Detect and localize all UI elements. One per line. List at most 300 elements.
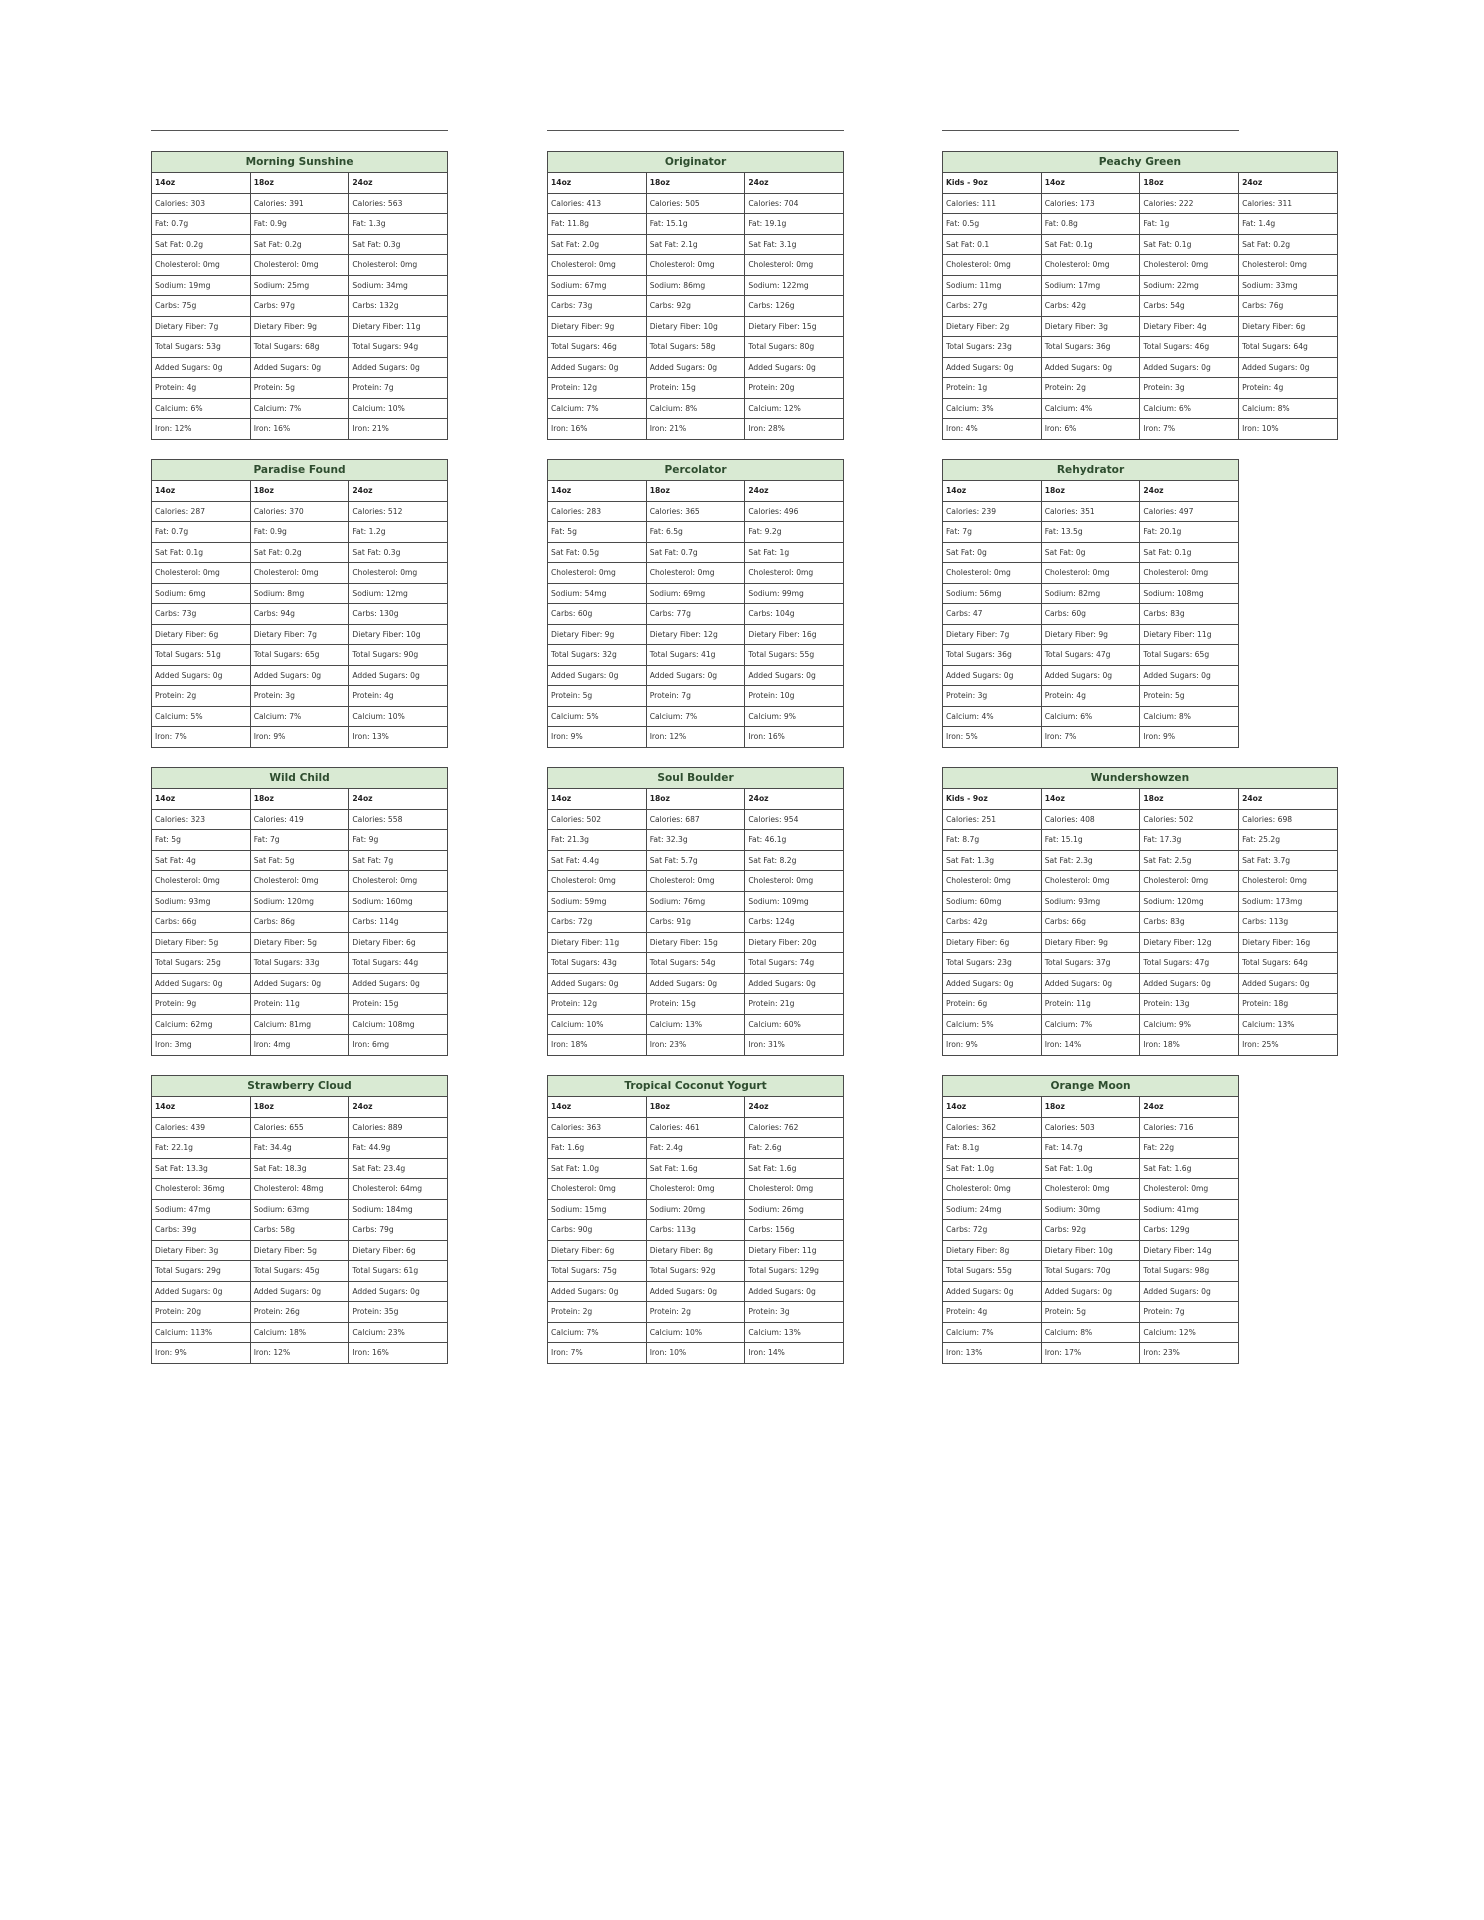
nutrition-cell: Calcium: 62mg bbox=[152, 1014, 251, 1035]
table-row bbox=[548, 398, 844, 419]
nutrition-cell: Added Sugars: 0g bbox=[646, 973, 745, 994]
table-row bbox=[943, 953, 1338, 974]
nutrition-cell: Added Sugars: 0g bbox=[646, 357, 745, 378]
nutrition-cell: Iron: 7% bbox=[1041, 727, 1140, 748]
nutrition-cell: Fat: 19.1g bbox=[745, 214, 844, 235]
nutrition-cell: Calcium: 7% bbox=[943, 1322, 1042, 1343]
nutrition-cell: Total Sugars: 64g bbox=[1239, 953, 1338, 974]
nutrition-cell: Sodium: 63mg bbox=[250, 1199, 349, 1220]
nutrition-cell: Cholesterol: 0mg bbox=[1041, 871, 1140, 892]
nutrition-cell: Calories: 111 bbox=[943, 193, 1042, 214]
table-row bbox=[943, 1343, 1239, 1364]
nutrition-cell: Sodium: 184mg bbox=[349, 1199, 448, 1220]
table-row bbox=[152, 563, 448, 584]
table-row bbox=[943, 1220, 1239, 1241]
size-header: 14oz bbox=[548, 1097, 647, 1118]
nutrition-card bbox=[151, 1075, 448, 1364]
size-header: 18oz bbox=[1041, 1097, 1140, 1118]
card-title: Tropical Coconut Yogurt bbox=[548, 1076, 844, 1097]
nutrition-cell: Added Sugars: 0g bbox=[1239, 357, 1338, 378]
nutrition-cell: Fat: 0.9g bbox=[250, 214, 349, 235]
nutrition-cell: Sat Fat: 0g bbox=[1041, 542, 1140, 563]
nutrition-cell: Dietary Fiber: 6g bbox=[349, 1240, 448, 1261]
nutrition-cell: Iron: 10% bbox=[646, 1343, 745, 1364]
nutrition-cell: Iron: 7% bbox=[548, 1343, 647, 1364]
nutrition-cell: Fat: 46.1g bbox=[745, 830, 844, 851]
column-rule-3 bbox=[942, 130, 1239, 131]
nutrition-cell: Fat: 15.1g bbox=[1041, 830, 1140, 851]
nutrition-cell: Fat: 8.7g bbox=[943, 830, 1042, 851]
nutrition-cell: Protein: 26g bbox=[250, 1302, 349, 1323]
nutrition-cell: Calories: 351 bbox=[1041, 501, 1140, 522]
nutrition-cell: Fat: 0.5g bbox=[943, 214, 1042, 235]
table-row bbox=[943, 809, 1338, 830]
nutrition-cell: Cholesterol: 0mg bbox=[1140, 1179, 1239, 1200]
nutrition-cell: Dietary Fiber: 10g bbox=[646, 316, 745, 337]
table-row bbox=[943, 891, 1338, 912]
nutrition-cell: Calcium: 5% bbox=[943, 1014, 1042, 1035]
nutrition-cell: Protein: 5g bbox=[548, 686, 647, 707]
nutrition-cell: Dietary Fiber: 15g bbox=[745, 316, 844, 337]
nutrition-cell: Dietary Fiber: 9g bbox=[548, 624, 647, 645]
table-row bbox=[943, 1035, 1338, 1056]
table-row bbox=[152, 953, 448, 974]
nutrition-cell: Dietary Fiber: 5g bbox=[152, 932, 251, 953]
nutrition-cell: Fat: 17.3g bbox=[1140, 830, 1239, 851]
nutrition-cell: Dietary Fiber: 3g bbox=[1041, 316, 1140, 337]
table-row bbox=[152, 316, 448, 337]
table-row bbox=[152, 275, 448, 296]
nutrition-cell: Total Sugars: 29g bbox=[152, 1261, 251, 1282]
nutrition-cell: Calories: 461 bbox=[646, 1117, 745, 1138]
table-row bbox=[943, 563, 1239, 584]
nutrition-cell: Fat: 21.3g bbox=[548, 830, 647, 851]
nutrition-cell: Sat Fat: 1.3g bbox=[943, 850, 1042, 871]
nutrition-cell: Calcium: 4% bbox=[943, 706, 1042, 727]
nutrition-cell: Fat: 9.2g bbox=[745, 522, 844, 543]
nutrition-cell: Iron: 5% bbox=[943, 727, 1042, 748]
table-row bbox=[152, 583, 448, 604]
table-row bbox=[548, 563, 844, 584]
table-row bbox=[152, 1199, 448, 1220]
nutrition-cell: Protein: 9g bbox=[152, 994, 251, 1015]
nutrition-cell: Sodium: 24mg bbox=[943, 1199, 1042, 1220]
table-row bbox=[548, 583, 844, 604]
nutrition-cell: Protein: 4g bbox=[1239, 378, 1338, 399]
nutrition-cell: Fat: 5g bbox=[152, 830, 251, 851]
nutrition-cell: Protein: 15g bbox=[646, 378, 745, 399]
nutrition-cell: Cholesterol: 0mg bbox=[1239, 255, 1338, 276]
size-header: 18oz bbox=[250, 1097, 349, 1118]
nutrition-cell: Total Sugars: 23g bbox=[943, 953, 1042, 974]
nutrition-cell: Carbs: 27g bbox=[943, 296, 1042, 317]
nutrition-cell: Protein: 6g bbox=[943, 994, 1042, 1015]
table-row bbox=[152, 398, 448, 419]
nutrition-cell: Fat: 8.1g bbox=[943, 1138, 1042, 1159]
nutrition-cell: Fat: 0.7g bbox=[152, 214, 251, 235]
table-row bbox=[943, 624, 1239, 645]
table-row bbox=[943, 645, 1239, 666]
nutrition-cell: Carbs: 156g bbox=[745, 1220, 844, 1241]
nutrition-cell: Added Sugars: 0g bbox=[152, 1281, 251, 1302]
table-row bbox=[152, 871, 448, 892]
table-row bbox=[152, 686, 448, 707]
table-row bbox=[548, 357, 844, 378]
nutrition-cell: Fat: 1.4g bbox=[1239, 214, 1338, 235]
table-row bbox=[152, 296, 448, 317]
nutrition-cell: Fat: 1.2g bbox=[349, 522, 448, 543]
nutrition-cell: Fat: 34.4g bbox=[250, 1138, 349, 1159]
nutrition-cell: Calcium: 10% bbox=[548, 1014, 647, 1035]
nutrition-cell: Sat Fat: 0.7g bbox=[646, 542, 745, 563]
nutrition-cell: Calories: 655 bbox=[250, 1117, 349, 1138]
nutrition-cell: Iron: 9% bbox=[250, 727, 349, 748]
nutrition-cell: Added Sugars: 0g bbox=[1140, 973, 1239, 994]
nutrition-cell: Added Sugars: 0g bbox=[1239, 973, 1338, 994]
nutrition-cell: Total Sugars: 75g bbox=[548, 1261, 647, 1282]
nutrition-cell: Calories: 502 bbox=[548, 809, 647, 830]
nutrition-cell: Iron: 23% bbox=[646, 1035, 745, 1056]
nutrition-cell: Iron: 28% bbox=[745, 419, 844, 440]
nutrition-cell: Calories: 558 bbox=[349, 809, 448, 830]
nutrition-cell: Calcium: 9% bbox=[1140, 1014, 1239, 1035]
nutrition-cell: Dietary Fiber: 7g bbox=[943, 624, 1042, 645]
nutrition-cell: Iron: 17% bbox=[1041, 1343, 1140, 1364]
nutrition-cell: Calcium: 9% bbox=[745, 706, 844, 727]
nutrition-cell: Carbs: 94g bbox=[250, 604, 349, 625]
nutrition-cell: Calories: 287 bbox=[152, 501, 251, 522]
nutrition-cell: Iron: 21% bbox=[646, 419, 745, 440]
nutrition-cell: Dietary Fiber: 2g bbox=[943, 316, 1042, 337]
nutrition-cell: Protein: 4g bbox=[349, 686, 448, 707]
size-header: Kids - 9oz bbox=[943, 173, 1042, 194]
nutrition-cell: Added Sugars: 0g bbox=[1140, 357, 1239, 378]
nutrition-cell: Carbs: 58g bbox=[250, 1220, 349, 1241]
table-row bbox=[548, 727, 844, 748]
table-row bbox=[548, 850, 844, 871]
nutrition-cell: Calories: 698 bbox=[1239, 809, 1338, 830]
nutrition-cell: Calories: 413 bbox=[548, 193, 647, 214]
table-row bbox=[943, 973, 1338, 994]
table-row bbox=[548, 932, 844, 953]
nutrition-cell: Sodium: 120mg bbox=[250, 891, 349, 912]
nutrition-cell: Calories: 370 bbox=[250, 501, 349, 522]
size-header: 18oz bbox=[250, 789, 349, 810]
table-row bbox=[152, 932, 448, 953]
nutrition-cell: Calories: 716 bbox=[1140, 1117, 1239, 1138]
size-header: 18oz bbox=[646, 481, 745, 502]
nutrition-cell: Protein: 3g bbox=[943, 686, 1042, 707]
nutrition-cell: Cholesterol: 48mg bbox=[250, 1179, 349, 1200]
nutrition-cell: Fat: 13.5g bbox=[1041, 522, 1140, 543]
nutrition-cell: Calories: 251 bbox=[943, 809, 1042, 830]
table-row bbox=[548, 604, 844, 625]
nutrition-cell: Cholesterol: 0mg bbox=[745, 255, 844, 276]
nutrition-cell: Carbs: 113g bbox=[646, 1220, 745, 1241]
table-row bbox=[943, 1158, 1239, 1179]
card-title: Peachy Green bbox=[943, 152, 1338, 173]
nutrition-cell: Calcium: 7% bbox=[548, 1322, 647, 1343]
nutrition-cell: Fat: 9g bbox=[349, 830, 448, 851]
table-row bbox=[548, 953, 844, 974]
nutrition-cell: Added Sugars: 0g bbox=[250, 973, 349, 994]
nutrition-cell: Cholesterol: 0mg bbox=[548, 255, 647, 276]
table-row bbox=[152, 912, 448, 933]
nutrition-cell: Protein: 4g bbox=[943, 1302, 1042, 1323]
nutrition-cell: Added Sugars: 0g bbox=[152, 665, 251, 686]
nutrition-cell: Iron: 16% bbox=[745, 727, 844, 748]
nutrition-cell: Cholesterol: 0mg bbox=[1140, 255, 1239, 276]
nutrition-cell: Sodium: 8mg bbox=[250, 583, 349, 604]
nutrition-cell: Added Sugars: 0g bbox=[1140, 1281, 1239, 1302]
nutrition-cell: Calcium: 6% bbox=[1041, 706, 1140, 727]
table-row bbox=[548, 973, 844, 994]
size-header: 24oz bbox=[745, 481, 844, 502]
nutrition-cell: Carbs: 97g bbox=[250, 296, 349, 317]
nutrition-cell: Cholesterol: 0mg bbox=[250, 871, 349, 892]
table-row bbox=[943, 912, 1338, 933]
nutrition-cell: Total Sugars: 94g bbox=[349, 337, 448, 358]
size-header: 18oz bbox=[250, 481, 349, 502]
nutrition-cell: Protein: 12g bbox=[548, 994, 647, 1015]
nutrition-cell: Total Sugars: 47g bbox=[1041, 645, 1140, 666]
nutrition-cell: Fat: 0.8g bbox=[1041, 214, 1140, 235]
table-row bbox=[943, 193, 1338, 214]
card-title: Soul Boulder bbox=[548, 768, 844, 789]
table-row bbox=[943, 994, 1338, 1015]
nutrition-cell: Sodium: 99mg bbox=[745, 583, 844, 604]
card-title: Paradise Found bbox=[152, 460, 448, 481]
nutrition-card bbox=[151, 151, 448, 440]
table-row bbox=[152, 1322, 448, 1343]
nutrition-cell: Dietary Fiber: 9g bbox=[548, 316, 647, 337]
nutrition-cell: Total Sugars: 65g bbox=[1140, 645, 1239, 666]
nutrition-cell: Calcium: 23% bbox=[349, 1322, 448, 1343]
nutrition-cell: Carbs: 92g bbox=[646, 296, 745, 317]
nutrition-cell: Fat: 0.9g bbox=[250, 522, 349, 543]
nutrition-cell: Iron: 16% bbox=[250, 419, 349, 440]
nutrition-cell: Protein: 11g bbox=[250, 994, 349, 1015]
nutrition-cell: Total Sugars: 70g bbox=[1041, 1261, 1140, 1282]
table-row bbox=[943, 830, 1338, 851]
size-header: 14oz bbox=[152, 481, 251, 502]
nutrition-cell: Iron: 7% bbox=[152, 727, 251, 748]
table-row bbox=[943, 1302, 1239, 1323]
nutrition-cell: Total Sugars: 51g bbox=[152, 645, 251, 666]
nutrition-cell: Sat Fat: 18.3g bbox=[250, 1158, 349, 1179]
nutrition-cell: Carbs: 42g bbox=[943, 912, 1042, 933]
nutrition-cell: Added Sugars: 0g bbox=[250, 665, 349, 686]
table-row bbox=[548, 419, 844, 440]
nutrition-cell: Calories: 502 bbox=[1140, 809, 1239, 830]
table-row bbox=[943, 1261, 1239, 1282]
nutrition-cell: Fat: 1.3g bbox=[349, 214, 448, 235]
table-row bbox=[943, 706, 1239, 727]
nutrition-cell: Dietary Fiber: 8g bbox=[646, 1240, 745, 1261]
nutrition-cell: Sodium: 108mg bbox=[1140, 583, 1239, 604]
table-row bbox=[548, 255, 844, 276]
size-header: 18oz bbox=[646, 1097, 745, 1118]
nutrition-cell: Carbs: 76g bbox=[1239, 296, 1338, 317]
nutrition-cell: Sodium: 41mg bbox=[1140, 1199, 1239, 1220]
size-header: 14oz bbox=[152, 1097, 251, 1118]
nutrition-cell: Protein: 20g bbox=[745, 378, 844, 399]
size-header: 14oz bbox=[943, 481, 1042, 502]
nutrition-cell: Carbs: 86g bbox=[250, 912, 349, 933]
nutrition-cell: Calcium: 12% bbox=[745, 398, 844, 419]
table-row bbox=[152, 337, 448, 358]
table-row bbox=[152, 1281, 448, 1302]
table-row bbox=[943, 665, 1239, 686]
nutrition-cell: Calcium: 13% bbox=[1239, 1014, 1338, 1035]
nutrition-cell: Added Sugars: 0g bbox=[1041, 1281, 1140, 1302]
nutrition-cell: Sat Fat: 2.0g bbox=[548, 234, 647, 255]
nutrition-cell: Calories: 512 bbox=[349, 501, 448, 522]
nutrition-cell: Calcium: 6% bbox=[1140, 398, 1239, 419]
table-row bbox=[548, 316, 844, 337]
size-header: 18oz bbox=[1140, 173, 1239, 194]
nutrition-cell: Added Sugars: 0g bbox=[250, 357, 349, 378]
size-header: 24oz bbox=[745, 173, 844, 194]
nutrition-cell: Protein: 5g bbox=[250, 378, 349, 399]
nutrition-cell: Calcium: 13% bbox=[646, 1014, 745, 1035]
nutrition-cell: Iron: 23% bbox=[1140, 1343, 1239, 1364]
nutrition-cell: Added Sugars: 0g bbox=[349, 665, 448, 686]
table-row bbox=[548, 706, 844, 727]
table-row bbox=[548, 994, 844, 1015]
size-header: 18oz bbox=[646, 173, 745, 194]
nutrition-cell: Fat: 7g bbox=[250, 830, 349, 851]
nutrition-cell: Cholesterol: 0mg bbox=[646, 1179, 745, 1200]
nutrition-cell: Total Sugars: 68g bbox=[250, 337, 349, 358]
table-row bbox=[152, 522, 448, 543]
table-row bbox=[152, 645, 448, 666]
nutrition-cell: Sodium: 93mg bbox=[1041, 891, 1140, 912]
nutrition-cell: Total Sugars: 74g bbox=[745, 953, 844, 974]
nutrition-cell: Cholesterol: 0mg bbox=[349, 563, 448, 584]
table-row bbox=[548, 522, 844, 543]
nutrition-cell: Calcium: 13% bbox=[745, 1322, 844, 1343]
nutrition-cell: Dietary Fiber: 11g bbox=[1140, 624, 1239, 645]
nutrition-cell: Calories: 419 bbox=[250, 809, 349, 830]
nutrition-cell: Cholesterol: 0mg bbox=[646, 563, 745, 584]
nutrition-cell: Dietary Fiber: 5g bbox=[250, 932, 349, 953]
table-row bbox=[152, 830, 448, 851]
nutrition-cell: Calories: 408 bbox=[1041, 809, 1140, 830]
table-row bbox=[943, 522, 1239, 543]
nutrition-cell: Protein: 7g bbox=[1140, 1302, 1239, 1323]
nutrition-cell: Added Sugars: 0g bbox=[943, 973, 1042, 994]
nutrition-cell: Sodium: 86mg bbox=[646, 275, 745, 296]
nutrition-cell: Dietary Fiber: 9g bbox=[250, 316, 349, 337]
nutrition-cell: Sat Fat: 1.6g bbox=[745, 1158, 844, 1179]
nutrition-cell: Dietary Fiber: 11g bbox=[548, 932, 647, 953]
table-row bbox=[943, 378, 1338, 399]
nutrition-cell: Carbs: 54g bbox=[1140, 296, 1239, 317]
nutrition-cell: Total Sugars: 36g bbox=[1041, 337, 1140, 358]
table-row bbox=[943, 583, 1239, 604]
nutrition-cell: Carbs: 129g bbox=[1140, 1220, 1239, 1241]
nutrition-cell: Protein: 11g bbox=[1041, 994, 1140, 1015]
nutrition-cell: Fat: 14.7g bbox=[1041, 1138, 1140, 1159]
nutrition-cell: Cholesterol: 0mg bbox=[943, 871, 1042, 892]
size-header: 18oz bbox=[250, 173, 349, 194]
nutrition-cell: Carbs: 42g bbox=[1041, 296, 1140, 317]
nutrition-cell: Iron: 9% bbox=[1140, 727, 1239, 748]
nutrition-cell: Calcium: 6% bbox=[152, 398, 251, 419]
table-row bbox=[548, 1035, 844, 1056]
nutrition-cell: Calcium: 7% bbox=[1041, 1014, 1140, 1035]
table-row bbox=[548, 891, 844, 912]
nutrition-cell: Protein: 4g bbox=[152, 378, 251, 399]
nutrition-cell: Sodium: 25mg bbox=[250, 275, 349, 296]
table-row bbox=[943, 316, 1338, 337]
nutrition-cell: Added Sugars: 0g bbox=[943, 357, 1042, 378]
nutrition-cell: Added Sugars: 0g bbox=[646, 665, 745, 686]
table-row bbox=[152, 1117, 448, 1138]
nutrition-cell: Sodium: 19mg bbox=[152, 275, 251, 296]
nutrition-cell: Carbs: 72g bbox=[943, 1220, 1042, 1241]
card-title: Orange Moon bbox=[943, 1076, 1239, 1097]
nutrition-cell: Cholesterol: 0mg bbox=[1140, 563, 1239, 584]
table-row bbox=[548, 1322, 844, 1343]
card-title: Percolator bbox=[548, 460, 844, 481]
nutrition-cell: Iron: 6mg bbox=[349, 1035, 448, 1056]
table-row bbox=[943, 357, 1338, 378]
nutrition-cell: Dietary Fiber: 15g bbox=[646, 932, 745, 953]
nutrition-cell: Iron: 9% bbox=[943, 1035, 1042, 1056]
nutrition-cell: Sodium: 69mg bbox=[646, 583, 745, 604]
nutrition-cell: Fat: 7g bbox=[943, 522, 1042, 543]
nutrition-cell: Carbs: 47 bbox=[943, 604, 1042, 625]
table-row bbox=[548, 665, 844, 686]
card-title: Originator bbox=[548, 152, 844, 173]
nutrition-cell: Total Sugars: 37g bbox=[1041, 953, 1140, 974]
table-row bbox=[943, 1179, 1239, 1200]
nutrition-cell: Added Sugars: 0g bbox=[548, 665, 647, 686]
table-row bbox=[943, 1138, 1239, 1159]
nutrition-cell: Calories: 363 bbox=[548, 1117, 647, 1138]
table-row bbox=[152, 973, 448, 994]
nutrition-cell: Protein: 3g bbox=[250, 686, 349, 707]
nutrition-cell: Dietary Fiber: 6g bbox=[1239, 316, 1338, 337]
size-header: 14oz bbox=[152, 173, 251, 194]
table-row bbox=[548, 912, 844, 933]
nutrition-cell: Protein: 13g bbox=[1140, 994, 1239, 1015]
nutrition-cell: Added Sugars: 0g bbox=[152, 973, 251, 994]
table-row bbox=[943, 501, 1239, 522]
nutrition-cell: Fat: 1g bbox=[1140, 214, 1239, 235]
table-row bbox=[152, 604, 448, 625]
nutrition-cell: Sat Fat: 4.4g bbox=[548, 850, 647, 871]
nutrition-cell: Carbs: 60g bbox=[1041, 604, 1140, 625]
nutrition-cell: Sat Fat: 0.2g bbox=[1239, 234, 1338, 255]
nutrition-cell: Calcium: 60% bbox=[745, 1014, 844, 1035]
nutrition-cell: Sat Fat: 0.3g bbox=[349, 234, 448, 255]
nutrition-cell: Dietary Fiber: 5g bbox=[250, 1240, 349, 1261]
nutrition-cell: Sodium: 120mg bbox=[1140, 891, 1239, 912]
nutrition-cell: Fat: 1.6g bbox=[548, 1138, 647, 1159]
column-rule-2 bbox=[547, 130, 844, 131]
nutrition-cell: Calcium: 3% bbox=[943, 398, 1042, 419]
nutrition-cell: Cholesterol: 0mg bbox=[943, 563, 1042, 584]
nutrition-cell: Total Sugars: 55g bbox=[943, 1261, 1042, 1282]
nutrition-cell: Sodium: 33mg bbox=[1239, 275, 1338, 296]
nutrition-cell: Calories: 311 bbox=[1239, 193, 1338, 214]
nutrition-cell: Fat: 25.2g bbox=[1239, 830, 1338, 851]
nutrition-cell: Sodium: 6mg bbox=[152, 583, 251, 604]
nutrition-cell: Iron: 6% bbox=[1041, 419, 1140, 440]
